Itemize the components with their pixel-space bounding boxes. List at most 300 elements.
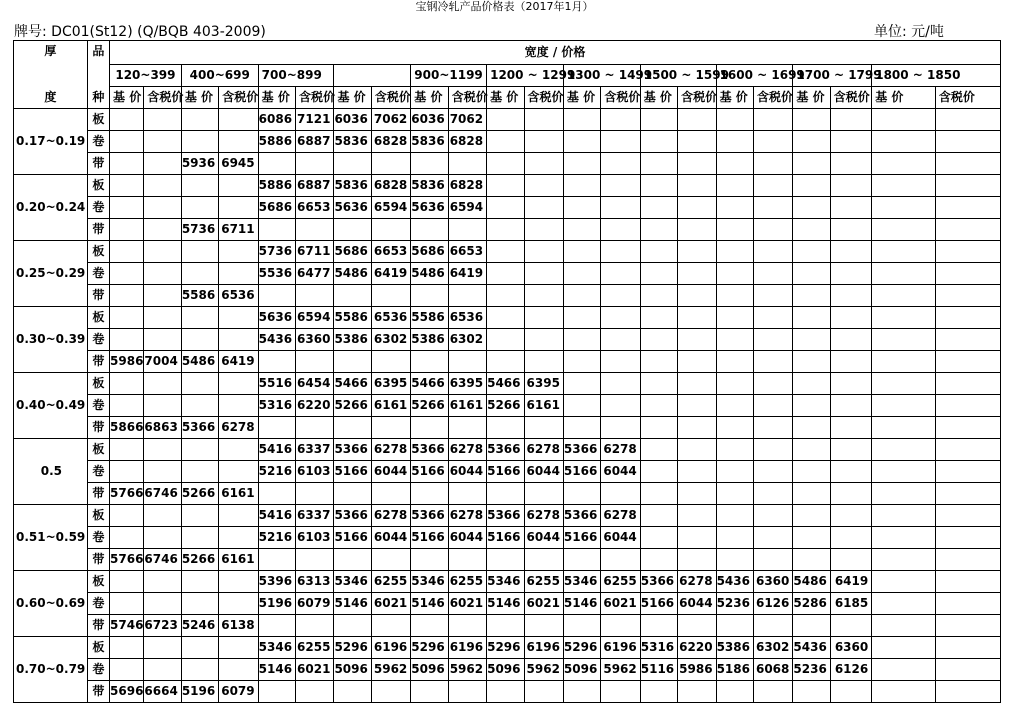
tax-price-cell: 6255 [296,637,334,659]
base-price-cell [872,175,936,197]
tax-price-cell [144,395,181,417]
base-price-cell: 5486 [411,263,448,285]
tax-price-cell [144,153,181,175]
tax-price-cell: 6161 [524,395,563,417]
base-price-cell [487,329,524,351]
tax-price-cell: 6278 [371,505,410,527]
tax-price-cell: 6828 [448,175,486,197]
base-price-cell [110,593,144,615]
tax-price-cell [830,461,871,483]
base-price-cell: 5266 [411,395,448,417]
tax-price-cell [601,153,640,175]
base-price-cell [181,131,218,153]
tax-price-cell [678,439,716,461]
tax-price-cell [144,571,181,593]
tax-price-cell [601,615,640,637]
base-price-cell: 5366 [487,505,524,527]
base-price-cell [181,439,218,461]
tax-price-cell [601,131,640,153]
base-price-cell [258,351,295,373]
tax-price-cell [524,153,563,175]
tax-price-cell [753,131,792,153]
tax-price-cell: 6945 [219,153,258,175]
base-price-cell [793,153,830,175]
tax-price-cell [678,615,716,637]
base-price-cell [563,109,600,131]
base-price-cell [110,175,144,197]
tax-price-cell [601,307,640,329]
tax-price-cell [830,307,871,329]
tax-price-cell: 6278 [371,439,410,461]
variety-cell: 带 [87,153,109,175]
base-price-cell [487,483,524,505]
variety-cell: 卷 [87,527,109,549]
base-price-cell [110,439,144,461]
table-row [14,351,1001,373]
base-price-cell [110,197,144,219]
base-price-header: 基 价 [487,87,524,109]
base-price-cell [716,153,753,175]
table-row [14,109,1001,131]
base-price-cell: 5466 [487,373,524,395]
tax-price-cell: 6664 [144,681,181,703]
variety-header-top: 品 [87,41,109,65]
tax-price-cell [830,439,871,461]
variety-cell: 板 [87,505,109,527]
base-price-cell [110,659,144,681]
tax-price-cell [830,549,871,571]
tax-price-cell [144,461,181,483]
thickness-cell: 0.20~0.24 [14,175,88,241]
tax-price-cell [296,219,334,241]
tax-price-cell [678,175,716,197]
base-price-header: 基 价 [793,87,830,109]
tax-price-cell [601,285,640,307]
tax-price-cell [753,505,792,527]
base-price-cell [716,681,753,703]
tax-price-cell: 6196 [601,637,640,659]
base-price-cell [487,241,524,263]
base-price-cell: 5266 [181,549,218,571]
tax-price-cell [678,241,716,263]
base-price-cell [181,329,218,351]
tax-price-cell [753,109,792,131]
table-row [14,175,1001,197]
base-price-cell: 5436 [258,329,295,351]
tax-price-cell [753,153,792,175]
base-price-cell [793,109,830,131]
base-price-cell [793,395,830,417]
tax-price-cell [753,307,792,329]
tax-price-cell [601,329,640,351]
tax-price-cell: 6278 [448,505,486,527]
variety-cell: 带 [87,549,109,571]
tax-price-cell [935,483,1000,505]
base-price-cell: 5416 [258,505,295,527]
tax-price-cell: 6126 [830,659,871,681]
variety-cell: 板 [87,307,109,329]
base-price-cell: 5296 [487,637,524,659]
variety-cell: 板 [87,637,109,659]
tax-price-cell: 6723 [144,615,181,637]
base-price-cell [872,373,936,395]
tax-price-cell [296,681,334,703]
tax-price-cell [935,241,1000,263]
tax-price-cell [935,351,1000,373]
tax-price-cell [935,329,1000,351]
tax-price-cell [935,153,1000,175]
tax-price-cell [678,197,716,219]
base-price-cell [872,417,936,439]
base-price-cell: 5396 [258,571,295,593]
tax-price-cell [219,241,258,263]
base-price-cell: 5196 [181,681,218,703]
base-price-cell: 5736 [181,219,218,241]
base-price-cell: 5096 [411,659,448,681]
base-price-cell [793,131,830,153]
tax-price-cell [935,131,1000,153]
base-price-cell [487,197,524,219]
base-price-cell [640,351,677,373]
tax-price-cell [830,285,871,307]
tax-price-cell: 5962 [524,659,563,681]
thickness-cell: 0.60~0.69 [14,571,88,637]
tax-price-cell [601,351,640,373]
tax-price-cell [144,109,181,131]
tax-price-cell [524,109,563,131]
tax-price-cell: 6044 [524,461,563,483]
tax-price-cell [601,483,640,505]
tax-price-cell [144,197,181,219]
base-price-cell [487,285,524,307]
base-price-cell [640,153,677,175]
table-row [14,153,1001,175]
thickness-header-bottom: 度 [14,87,88,109]
base-price-cell [793,461,830,483]
base-price-cell: 5166 [411,527,448,549]
base-price-cell: 5166 [563,461,600,483]
tax-price-cell [219,373,258,395]
base-price-cell [640,109,677,131]
tax-price-cell [753,219,792,241]
base-price-cell [110,263,144,285]
base-price-cell: 5436 [716,571,753,593]
base-price-cell [793,219,830,241]
tax-price-cell: 6196 [524,637,563,659]
tax-price-cell [678,153,716,175]
base-price-cell [716,461,753,483]
width-range-11: 1800 ~ 1850 [872,65,1001,87]
base-price-cell: 5286 [793,593,830,615]
tax-price-cell [830,351,871,373]
base-price-cell [487,307,524,329]
tax-price-cell [830,153,871,175]
table-row [14,549,1001,571]
thickness-cell: 0.30~0.39 [14,307,88,373]
base-price-cell [716,131,753,153]
base-price-cell [181,571,218,593]
table-row [14,373,1001,395]
tax-price-cell [219,263,258,285]
base-price-cell [640,197,677,219]
tax-price-cell [448,615,486,637]
base-price-cell: 5586 [181,285,218,307]
tax-price-cell [830,263,871,285]
tax-price-cell [601,175,640,197]
base-price-cell [716,439,753,461]
base-price-cell [640,681,677,703]
tax-price-cell: 6536 [448,307,486,329]
base-price-cell [872,131,936,153]
table-row [14,395,1001,417]
base-price-cell [872,461,936,483]
base-price-cell: 5886 [258,175,295,197]
tax-price-cell [935,549,1000,571]
base-price-cell [563,263,600,285]
tax-price-cell: 6337 [296,439,334,461]
tax-price-cell [296,153,334,175]
tax-price-cell [935,681,1000,703]
tax-price-cell [935,637,1000,659]
tax-price-cell [296,417,334,439]
base-price-cell: 5166 [411,461,448,483]
base-price-cell [334,483,371,505]
base-price-cell: 5346 [563,571,600,593]
base-price-cell [563,373,600,395]
tax-price-cell: 6653 [448,241,486,263]
base-price-cell: 5166 [563,527,600,549]
base-price-cell [872,241,936,263]
tax-price-cell: 6536 [219,285,258,307]
tax-price-cell: 6653 [296,197,334,219]
tax-price-cell [935,505,1000,527]
tax-price-cell [753,351,792,373]
base-price-header: 基 价 [872,87,936,109]
tax-price-cell: 6594 [371,197,410,219]
base-price-cell: 5736 [258,241,295,263]
tax-price-cell: 6068 [753,659,792,681]
variety-cell: 带 [87,483,109,505]
tax-price-cell [219,175,258,197]
variety-cell: 卷 [87,395,109,417]
base-price-cell [110,307,144,329]
base-price-cell [487,351,524,373]
width-range-9: 1600 ~ 1699 [716,65,793,87]
tax-price-cell [678,263,716,285]
variety-cell: 板 [87,571,109,593]
base-price-cell [716,417,753,439]
tax-price-header: 含税价 [371,87,410,109]
base-price-cell: 5146 [563,593,600,615]
tax-price-cell [678,483,716,505]
tax-price-cell [753,527,792,549]
tax-price-cell: 6302 [448,329,486,351]
table-row [14,439,1001,461]
base-price-cell: 5096 [487,659,524,681]
tax-price-cell [601,417,640,439]
base-price-cell [716,505,753,527]
base-price-cell [872,219,936,241]
base-price-cell [411,153,448,175]
tax-price-cell [935,593,1000,615]
tax-price-cell: 7121 [296,109,334,131]
tax-price-cell [935,197,1000,219]
base-price-cell [640,417,677,439]
tax-price-cell: 6395 [371,373,410,395]
base-price-header: 基 价 [411,87,448,109]
base-price-cell [181,637,218,659]
table-row [14,483,1001,505]
base-price-cell [181,197,218,219]
base-price-cell: 5346 [487,571,524,593]
base-price-cell [110,395,144,417]
table-row [14,197,1001,219]
tax-price-cell: 6828 [371,131,410,153]
tax-price-cell: 6887 [296,131,334,153]
tax-price-cell [144,439,181,461]
tax-price-cell [144,263,181,285]
tax-price-cell [678,417,716,439]
variety-cell: 板 [87,175,109,197]
tax-price-header: 含税价 [448,87,486,109]
tax-price-cell: 6360 [296,329,334,351]
width-price-header: 宽度 / 价格 [110,41,1001,65]
tax-price-cell: 6278 [448,439,486,461]
tax-price-cell [144,131,181,153]
base-price-cell: 6086 [258,109,295,131]
tax-price-cell [144,329,181,351]
base-price-cell [334,549,371,571]
base-price-cell [487,175,524,197]
tax-price-cell [524,681,563,703]
tax-price-cell [830,329,871,351]
tax-price-cell: 5962 [601,659,640,681]
tax-price-cell [753,241,792,263]
tax-price-cell: 6138 [219,615,258,637]
tax-price-cell [753,263,792,285]
base-price-cell [793,483,830,505]
base-price-header: 基 价 [563,87,600,109]
tax-price-cell [935,175,1000,197]
tax-price-cell [144,637,181,659]
tax-price-cell [935,109,1000,131]
base-price-cell: 5366 [411,505,448,527]
base-price-cell: 5836 [411,131,448,153]
tax-price-header: 含税价 [678,87,716,109]
tax-price-cell: 6044 [371,461,410,483]
base-price-cell: 5486 [334,263,371,285]
tax-price-cell: 6477 [296,263,334,285]
base-price-cell [640,307,677,329]
base-price-cell [793,329,830,351]
thickness-cell: 0.25~0.29 [14,241,88,307]
tax-price-cell [524,417,563,439]
tax-price-cell [144,285,181,307]
tax-price-cell [830,483,871,505]
tax-price-cell: 6161 [448,395,486,417]
tax-price-cell [448,549,486,571]
base-price-cell: 5316 [258,395,295,417]
tax-price-cell [935,571,1000,593]
tax-price-cell: 6395 [448,373,486,395]
thickness-cell: 0.40~0.49 [14,373,88,439]
base-price-cell: 5416 [258,439,295,461]
tax-price-cell [371,351,410,373]
tax-price-cell [678,505,716,527]
tax-price-cell [830,615,871,637]
tax-price-cell: 6021 [448,593,486,615]
tax-price-cell [830,395,871,417]
tax-price-cell: 6419 [371,263,410,285]
base-price-cell [640,263,677,285]
tax-price-cell: 6255 [371,571,410,593]
tax-price-cell [144,307,181,329]
base-price-cell [716,109,753,131]
tax-price-cell [830,527,871,549]
tax-price-cell [219,659,258,681]
tax-price-cell [144,593,181,615]
base-price-cell [872,329,936,351]
base-price-cell [563,219,600,241]
table-row [14,615,1001,637]
base-price-cell: 5296 [563,637,600,659]
tax-price-cell [935,461,1000,483]
tax-price-cell: 6044 [524,527,563,549]
base-price-cell [411,615,448,637]
tax-price-cell: 5986 [678,659,716,681]
base-price-cell [872,351,936,373]
base-price-cell: 5166 [640,593,677,615]
tax-price-cell: 6828 [448,131,486,153]
base-price-cell [334,615,371,637]
variety-cell: 带 [87,417,109,439]
base-price-cell [872,505,936,527]
tax-price-cell: 6828 [371,175,410,197]
tax-price-cell: 6044 [371,527,410,549]
tax-price-cell: 7062 [371,109,410,131]
tax-price-cell [296,483,334,505]
base-price-cell: 5986 [110,351,144,373]
base-price-cell [793,527,830,549]
tax-price-cell: 6220 [296,395,334,417]
tax-price-header: 含税价 [219,87,258,109]
base-price-cell: 5266 [181,483,218,505]
tax-price-cell [219,109,258,131]
tax-price-cell [371,549,410,571]
tax-price-cell: 5962 [371,659,410,681]
tax-price-cell [678,395,716,417]
table-row [14,505,1001,527]
base-price-cell [872,593,936,615]
thickness-cell: 0.51~0.59 [14,505,88,571]
tax-price-cell [219,571,258,593]
variety-cell: 卷 [87,659,109,681]
width-range-3: 700~899 [258,65,334,87]
variety-cell: 卷 [87,263,109,285]
tax-price-cell [524,197,563,219]
width-range-2: 400~699 [181,65,258,87]
tax-price-cell [678,549,716,571]
variety-cell: 带 [87,219,109,241]
base-price-cell: 5266 [334,395,371,417]
base-price-cell: 5836 [334,131,371,153]
tax-price-cell: 6419 [219,351,258,373]
base-price-cell [563,131,600,153]
base-price-cell: 5516 [258,373,295,395]
tax-price-cell [448,351,486,373]
variety-cell: 带 [87,351,109,373]
tax-price-cell [296,351,334,373]
